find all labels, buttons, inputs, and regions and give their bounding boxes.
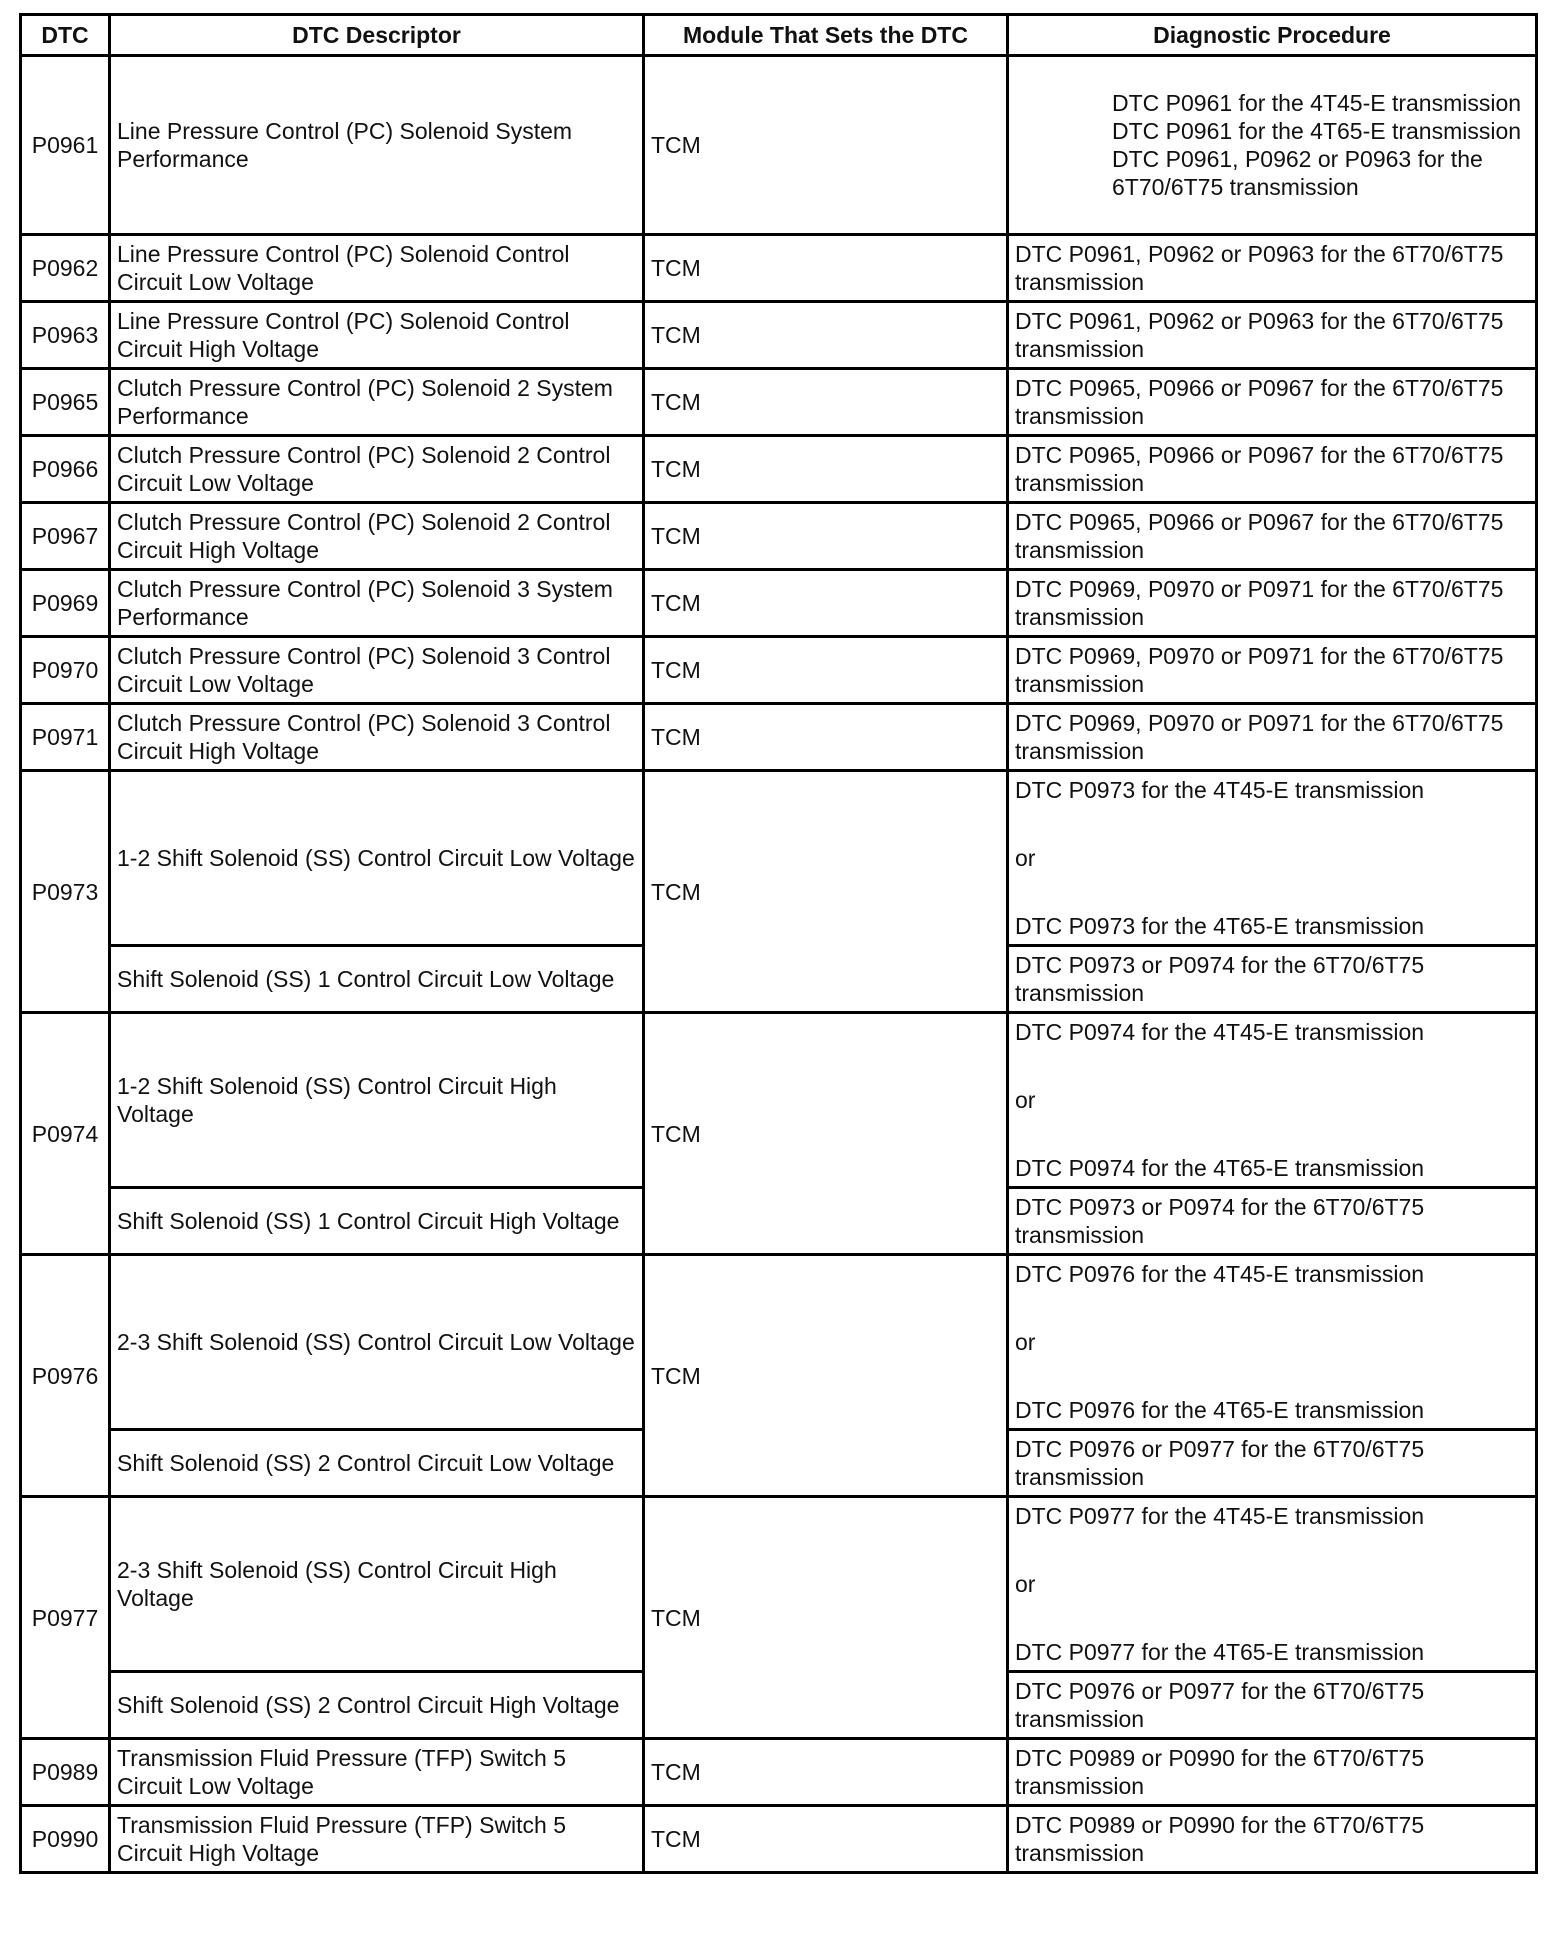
table-row bbox=[21, 1497, 1537, 1672]
dtc-module: TCM bbox=[644, 503, 1008, 570]
procedure-link[interactable]: DTC P0989 or P0990 for the 6T70/6T75 transmission bbox=[1015, 1745, 1425, 1799]
dtc-descriptor: Clutch Pressure Control (PC) Solenoid 2 Control Circuit High Voltage bbox=[110, 503, 644, 570]
or-label: or bbox=[1015, 1087, 1036, 1113]
table-row bbox=[21, 704, 1537, 771]
procedure-link[interactable]: DTC P0969, P0970 or P0971 for the 6T70/6T75 transmission bbox=[1015, 643, 1504, 697]
dtc-descriptor: 2-3 Shift Solenoid (SS) Control Circuit High Voltage bbox=[110, 1497, 644, 1672]
dtc-descriptor: Line Pressure Control (PC) Solenoid Control Circuit Low Voltage bbox=[110, 235, 644, 302]
header-descriptor: DTC Descriptor bbox=[110, 15, 644, 56]
dtc-code: P0974 bbox=[21, 1013, 110, 1255]
dtc-procedure bbox=[1008, 369, 1537, 436]
table-row bbox=[21, 369, 1537, 436]
procedure-link[interactable]: DTC P0961 for the 4T65-E transmission bbox=[1112, 118, 1522, 144]
dtc-code: P0967 bbox=[21, 503, 110, 570]
procedure-link[interactable]: DTC P0965, P0966 or P0967 for the 6T70/6T75 transmission bbox=[1015, 509, 1504, 563]
dtc-module: TCM bbox=[644, 1013, 1008, 1255]
dtc-module: TCM bbox=[644, 235, 1008, 302]
table-row bbox=[21, 1806, 1537, 1873]
dtc-descriptor: 2-3 Shift Solenoid (SS) Control Circuit Low Voltage bbox=[110, 1255, 644, 1430]
procedure-link[interactable]: DTC P0961, P0962 or P0963 for the 6T70/6T75 transmission bbox=[1015, 241, 1504, 295]
or-label: or bbox=[1015, 1329, 1036, 1355]
procedure-link[interactable]: DTC P0969, P0970 or P0971 for the 6T70/6T75 transmission bbox=[1015, 710, 1504, 764]
dtc-procedure bbox=[1008, 704, 1537, 771]
dtc-module: TCM bbox=[644, 56, 1008, 235]
dtc-procedure bbox=[1008, 1430, 1537, 1497]
dtc-code: P0989 bbox=[21, 1739, 110, 1806]
dtc-module: TCM bbox=[644, 1255, 1008, 1497]
dtc-module: TCM bbox=[644, 1739, 1008, 1806]
table-row bbox=[21, 637, 1537, 704]
dtc-descriptor: Shift Solenoid (SS) 2 Control Circuit Low Voltage bbox=[110, 1430, 644, 1497]
dtc-procedure bbox=[1008, 302, 1537, 369]
dtc-procedure bbox=[1008, 1806, 1537, 1873]
dtc-procedure bbox=[1008, 235, 1537, 302]
dtc-table bbox=[19, 13, 1538, 1874]
dtc-table-page bbox=[19, 13, 1535, 1874]
table-row bbox=[21, 503, 1537, 570]
table-row bbox=[21, 1739, 1537, 1806]
table-row bbox=[21, 1013, 1537, 1188]
dtc-module: TCM bbox=[644, 570, 1008, 637]
table-row bbox=[21, 56, 1537, 235]
dtc-descriptor: Clutch Pressure Control (PC) Solenoid 2 Control Circuit Low Voltage bbox=[110, 436, 644, 503]
dtc-procedure bbox=[1008, 1255, 1537, 1430]
dtc-descriptor: Transmission Fluid Pressure (TFP) Switch 5 Circuit High Voltage bbox=[110, 1806, 644, 1873]
procedure-link[interactable]: DTC P0969, P0970 or P0971 for the 6T70/6T75 transmission bbox=[1015, 576, 1504, 630]
or-label: or bbox=[1015, 1571, 1036, 1597]
dtc-descriptor: Shift Solenoid (SS) 1 Control Circuit Low Voltage bbox=[110, 946, 644, 1013]
header-dtc: DTC bbox=[21, 15, 110, 56]
procedure-link[interactable]: DTC P0973 for the 4T65-E transmission bbox=[1015, 913, 1425, 939]
dtc-descriptor: 1-2 Shift Solenoid (SS) Control Circuit Low Voltage bbox=[110, 771, 644, 946]
procedure-link[interactable]: DTC P0973 or P0974 for the 6T70/6T75 transmission bbox=[1015, 952, 1425, 1006]
dtc-code: P0963 bbox=[21, 302, 110, 369]
procedure-link[interactable]: DTC P0973 for the 4T45-E transmission bbox=[1015, 777, 1425, 803]
procedure-link[interactable]: DTC P0961, P0962 or P0963 for the 6T70/6T75 transmission bbox=[1015, 308, 1504, 362]
table-row bbox=[21, 436, 1537, 503]
procedure-link[interactable]: DTC P0974 for the 4T65-E transmission bbox=[1015, 1155, 1425, 1181]
procedure-link[interactable]: DTC P0977 for the 4T65-E transmission bbox=[1015, 1639, 1425, 1665]
dtc-module: TCM bbox=[644, 369, 1008, 436]
dtc-descriptor: Line Pressure Control (PC) Solenoid System Performance bbox=[110, 56, 644, 235]
dtc-descriptor: Clutch Pressure Control (PC) Solenoid 3 System Performance bbox=[110, 570, 644, 637]
dtc-procedure bbox=[1008, 503, 1537, 570]
dtc-code: P0976 bbox=[21, 1255, 110, 1497]
dtc-descriptor: Line Pressure Control (PC) Solenoid Control Circuit High Voltage bbox=[110, 302, 644, 369]
table-row bbox=[21, 302, 1537, 369]
dtc-module: TCM bbox=[644, 302, 1008, 369]
dtc-module: TCM bbox=[644, 704, 1008, 771]
dtc-code: P0990 bbox=[21, 1806, 110, 1873]
procedure-link[interactable]: DTC P0976 or P0977 for the 6T70/6T75 transmission bbox=[1015, 1678, 1425, 1732]
dtc-code: P0966 bbox=[21, 436, 110, 503]
dtc-module: TCM bbox=[644, 1806, 1008, 1873]
dtc-code: P0962 bbox=[21, 235, 110, 302]
dtc-code: P0961 bbox=[21, 56, 110, 235]
dtc-procedure bbox=[1008, 1672, 1537, 1739]
dtc-procedure bbox=[1008, 771, 1537, 946]
dtc-descriptor: Shift Solenoid (SS) 1 Control Circuit High Voltage bbox=[110, 1188, 644, 1255]
procedure-link[interactable]: DTC P0976 for the 4T45-E transmission bbox=[1015, 1261, 1425, 1287]
dtc-descriptor: Transmission Fluid Pressure (TFP) Switch 5 Circuit Low Voltage bbox=[110, 1739, 644, 1806]
dtc-procedure bbox=[1008, 436, 1537, 503]
dtc-code: P0971 bbox=[21, 704, 110, 771]
dtc-module: TCM bbox=[644, 436, 1008, 503]
procedure-link[interactable]: DTC P0989 or P0990 for the 6T70/6T75 transmission bbox=[1015, 1812, 1425, 1866]
dtc-module: TCM bbox=[644, 771, 1008, 1013]
dtc-code: P0977 bbox=[21, 1497, 110, 1739]
dtc-procedure bbox=[1008, 946, 1537, 1013]
table-header-row bbox=[21, 15, 1537, 56]
dtc-procedure bbox=[1008, 1188, 1537, 1255]
dtc-code: P0970 bbox=[21, 637, 110, 704]
table-row bbox=[21, 570, 1537, 637]
dtc-module: TCM bbox=[644, 637, 1008, 704]
dtc-descriptor: Shift Solenoid (SS) 2 Control Circuit High Voltage bbox=[110, 1672, 644, 1739]
procedure-link[interactable]: DTC P0976 for the 4T65-E transmission bbox=[1015, 1397, 1425, 1423]
dtc-procedure bbox=[1008, 1739, 1537, 1806]
dtc-descriptor: Clutch Pressure Control (PC) Solenoid 3 Control Circuit Low Voltage bbox=[110, 637, 644, 704]
dtc-descriptor: Clutch Pressure Control (PC) Solenoid 3 Control Circuit High Voltage bbox=[110, 704, 644, 771]
procedure-link[interactable]: DTC P0965, P0966 or P0967 for the 6T70/6T75 transmission bbox=[1015, 375, 1504, 429]
procedure-link[interactable]: DTC P0974 for the 4T45-E transmission bbox=[1015, 1019, 1425, 1045]
dtc-procedure bbox=[1008, 570, 1537, 637]
procedure-link[interactable]: DTC P0976 or P0977 for the 6T70/6T75 transmission bbox=[1015, 1436, 1425, 1490]
dtc-descriptor: Clutch Pressure Control (PC) Solenoid 2 System Performance bbox=[110, 369, 644, 436]
dtc-descriptor: 1-2 Shift Solenoid (SS) Control Circuit High Voltage bbox=[110, 1013, 644, 1188]
header-module: Module That Sets the DTC bbox=[644, 15, 1008, 56]
procedure-link[interactable]: DTC P0973 or P0974 for the 6T70/6T75 transmission bbox=[1015, 1194, 1425, 1248]
dtc-procedure bbox=[1008, 56, 1537, 235]
table-row bbox=[21, 1255, 1537, 1430]
dtc-code: P0973 bbox=[21, 771, 110, 1013]
header-procedure: Diagnostic Procedure bbox=[1008, 15, 1537, 56]
table-row bbox=[21, 235, 1537, 302]
procedure-link[interactable]: DTC P0961, P0962 or P0963 for the 6T70/6T75 transmission bbox=[1112, 146, 1483, 200]
dtc-procedure bbox=[1008, 1497, 1537, 1672]
dtc-procedure bbox=[1008, 637, 1537, 704]
dtc-code: P0969 bbox=[21, 570, 110, 637]
dtc-procedure bbox=[1008, 1013, 1537, 1188]
procedure-link[interactable]: DTC P0961 for the 4T45-E transmission bbox=[1112, 90, 1522, 116]
procedure-link[interactable]: DTC P0965, P0966 or P0967 for the 6T70/6T75 transmission bbox=[1015, 442, 1504, 496]
table-row bbox=[21, 771, 1537, 946]
dtc-module: TCM bbox=[644, 1497, 1008, 1739]
dtc-code: P0965 bbox=[21, 369, 110, 436]
procedure-link[interactable]: DTC P0977 for the 4T45-E transmission bbox=[1015, 1503, 1425, 1529]
or-label: or bbox=[1015, 845, 1036, 871]
